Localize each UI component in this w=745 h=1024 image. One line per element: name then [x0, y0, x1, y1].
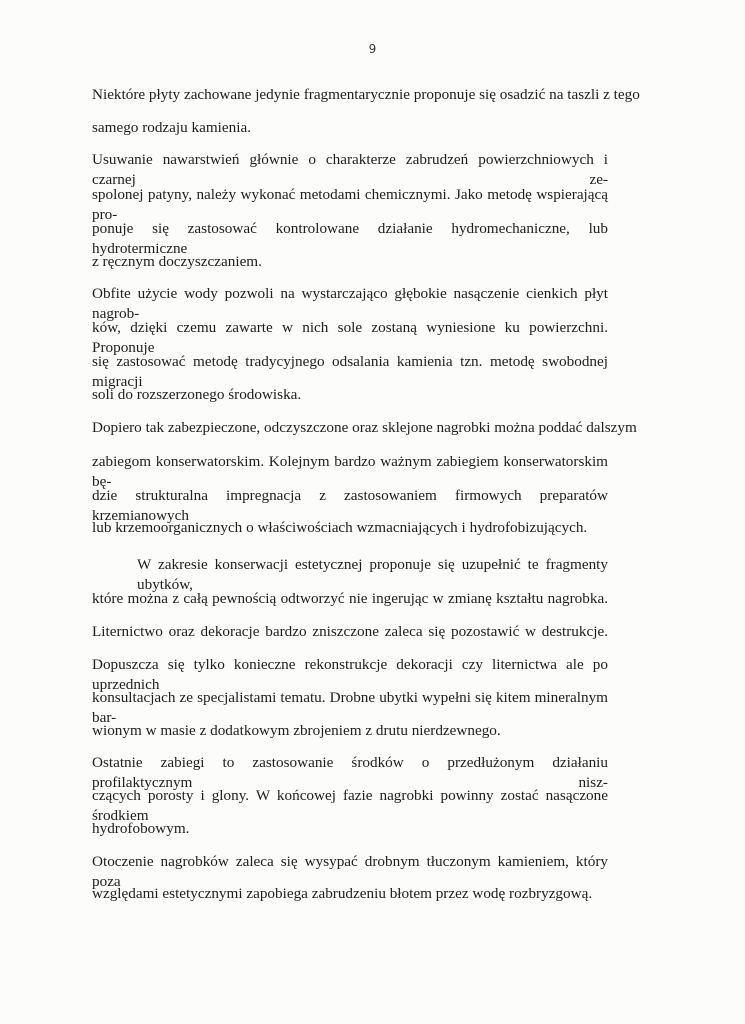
text-line: samego rodzaju kamienia.	[92, 119, 251, 136]
text-line: Dopiero tak zabezpieczone, odczyszczone oraz sklejone nagrobki można poddać dalszym	[92, 419, 637, 436]
text-line: W zakresie konserwacji estetycznej proponuje się uzupełnić te fragmenty ubytków,	[137, 556, 608, 593]
text-line: czących porosty i glony. W końcowej fazie nagrobki powinny zostać nasączone środkiem	[92, 787, 608, 824]
text-line: wionym w masie z dodatkowym zbrojeniem z drutu nierdzewnego.	[92, 722, 501, 739]
text-line: Usuwanie nawarstwień głównie o charakterze zabrudzeń powierzchniowych i czarnej ze-	[92, 151, 608, 188]
text-line: się zastosować metodę tradycyjnego odsalania kamienia tzn. metodę swobodnej migracji	[92, 353, 608, 390]
text-line: Liternictwo oraz dekoracje bardzo zniszczone zaleca się pozostawić w destrukcje.	[92, 623, 608, 640]
text-line: spolonej patyny, należy wykonać metodami chemicznymi. Jako metodę wspierającą pro-	[92, 186, 608, 223]
text-line: które można z całą pewnością odtworzyć nie ingerując w zmianę kształtu nagrobka.	[92, 590, 608, 607]
text-line: Niektóre płyty zachowane jedynie fragmentarycznie proponuje się osadzić na taszli z tego	[92, 86, 640, 103]
text-line: Otoczenie nagrobków zaleca się wysypać drobnym tłuczonym kamieniem, który poza	[92, 853, 608, 890]
text-line: lub krzemoorganicznych o właściwościach wzmacniających i hydrofobizujących.	[92, 519, 588, 536]
text-line: dzie strukturalna impregnacja z zastosowaniem firmowych preparatów krzemianowych	[92, 487, 608, 524]
text-line: hydrofobowym.	[92, 820, 190, 837]
text-line: zabiegom konserwatorskim. Kolejnym bardzo ważnym zabiegiem konserwatorskim bę-	[92, 453, 608, 490]
text-line: konsultacjach ze specjalistami tematu. Drobne ubytki wypełni się kitem mineralnym bar-	[92, 689, 608, 726]
text-line: ponuje się zastosować kontrolowane działanie hydromechaniczne, lub hydrotermiczne	[92, 220, 608, 257]
text-line: ków, dzięki czemu zawarte w nich sole zostaną wyniesione ku powierzchni. Proponuje	[92, 319, 608, 356]
text-line: Dopuszcza się tylko konieczne rekonstrukcje dekoracji czy liternictwa ale po uprzednich	[92, 656, 608, 693]
text-line: Obfite użycie wody pozwoli na wystarczająco głębokie nasączenie cienkich płyt nagrob-	[92, 285, 608, 322]
text-line: Ostatnie zabiegi to zastosowanie środków o przedłużonym działaniu profilaktycznym nisz-	[92, 754, 608, 791]
text-line: soli do rozszerzonego środowiska.	[92, 386, 302, 403]
text-line: z ręcznym doczyszczaniem.	[92, 253, 262, 270]
page-number: 9	[368, 42, 377, 56]
text-line: względami estetycznymi zapobiega zabrudzeniu błotem przez wodę rozbryzgową.	[92, 885, 593, 902]
